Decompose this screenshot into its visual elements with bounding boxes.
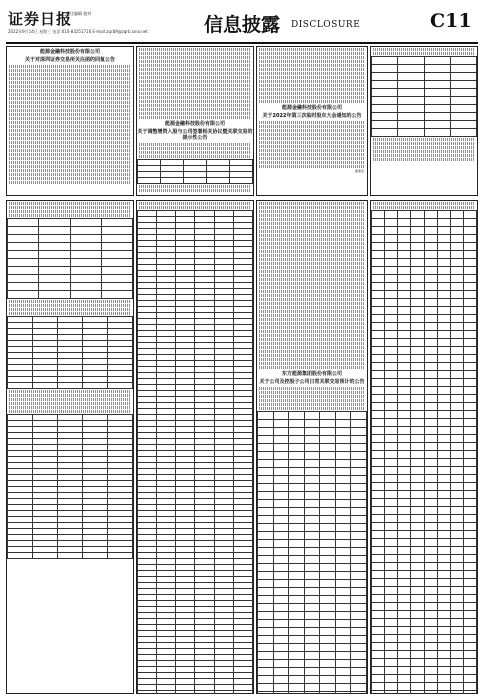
- masthead-subtitle: 责任编辑 校对: [66, 11, 92, 16]
- section-title-en: DISCLOSURE: [291, 20, 361, 30]
- signature: 董事会: [354, 169, 364, 173]
- lower-column-2: [136, 200, 254, 694]
- announcement-4-title: 关于公司及控股子公司日常关联交易预计的公告: [259, 379, 365, 385]
- newspaper-masthead: 证券日报: [8, 10, 73, 28]
- lower-column-1-table-1: [7, 218, 133, 299]
- lower-column-3-table: [257, 411, 367, 694]
- newspaper-page: [6, 6, 478, 694]
- section-title: 信息披露: [204, 14, 281, 36]
- lower-column-3: [256, 200, 368, 694]
- lower-column-1: [6, 200, 134, 694]
- announcement-2-title: 关于调整增资入股与公司签署相关协议暨关联交易的提示性公告: [137, 129, 253, 141]
- announcement-2: [136, 46, 254, 196]
- lower-column-1-table-3: [7, 414, 133, 559]
- lower-column-1-table-2: [7, 316, 133, 389]
- announcement-1-title: 关于对深圳证券交易所关注函的回复公告: [24, 57, 115, 63]
- lower-column-4: [370, 200, 478, 694]
- announcement-2-company: 能源金融科技股份有限公司: [164, 121, 225, 127]
- announcement-3-title: 关于2022年第三次临时股东大会通知的公告: [262, 113, 362, 119]
- lower-column-4-table: [371, 210, 477, 694]
- announcement-2-table: [137, 159, 253, 184]
- announcement-3: [256, 46, 368, 196]
- lower-column-2-table: [137, 210, 253, 694]
- page-number: C11: [430, 10, 472, 32]
- announcement-3-company: 能源金融科技股份有限公司: [281, 105, 342, 111]
- announcement-1: [6, 46, 134, 196]
- issue-meta: 2022年9月14日 星期三 电话:010-83251716 E-mail:zqrb9@zqrb.sina.net: [8, 29, 148, 34]
- announcement-1-company: 能源金融科技股份有限公司: [39, 49, 100, 55]
- top-right-table: [371, 56, 477, 137]
- top-right-table-block: [370, 46, 478, 196]
- page-header: [6, 6, 478, 44]
- announcement-4-company: 东方能源集团股份有限公司: [281, 371, 342, 377]
